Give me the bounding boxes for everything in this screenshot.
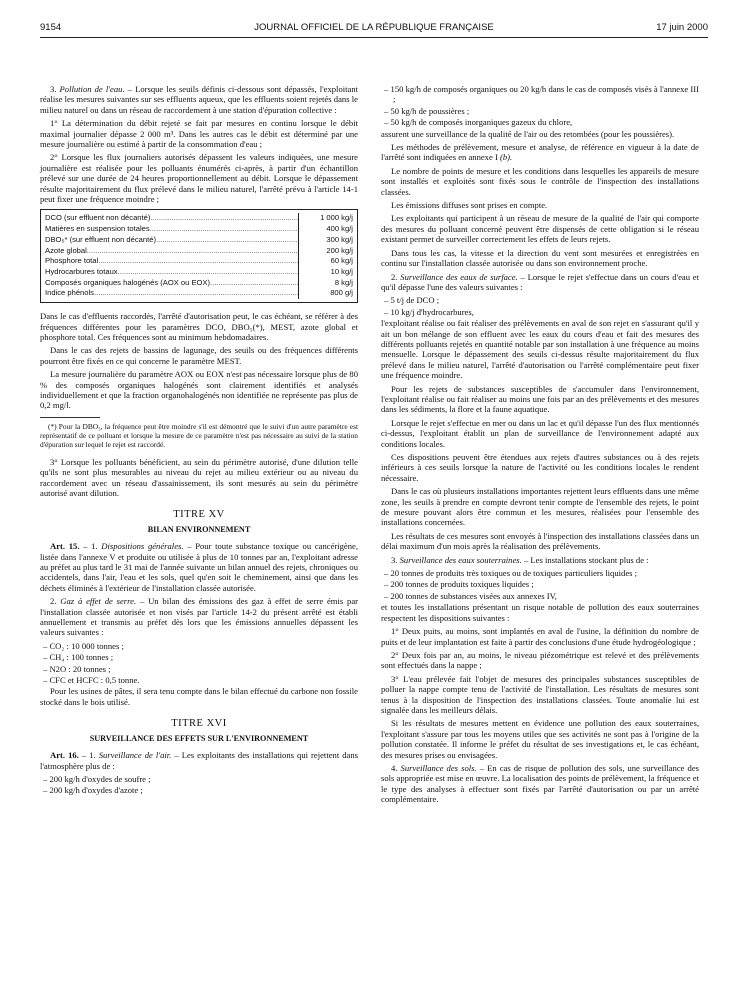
paragraph: Ces dispositions peuvent être étendues aux rejets d'autres substances ou à des rejets inférieurs à ces seuils lorsque la nature de l'activité ou les conditions locales le rendent nécessaire. [381, 452, 699, 483]
table-row: Indice phénols ..... 800 g/j [45, 288, 353, 299]
titre-subheading: SURVEILLANCE DES EFFETS SUR L'ENVIRONNEMENT [89, 733, 309, 743]
section-surface-water: 2. Surveillance des eaux de surface. – Lorsque le rejet s'effectue dans un cours d'eau et qu'il dépasse l'une des valeurs suivantes : [381, 271, 700, 292]
issue-date: 17 juin 2000 [656, 22, 708, 33]
thresholds-table [40, 209, 358, 303]
paragraph: Dans le cas où plusieurs installations importantes rejettent leurs effluents dans une même zone, les seuils à prendre en compte devront tenir compte de l'ensemble des rejets, le point de mesure pouvant alors être commun et les mesures, réalisées pour l'ensemble des installations concernées. [381, 486, 699, 528]
section-soil: 4. Surveillance des sols. – En cas de risque de pollution des sols, une surveillance des sols appropriée est mise en œuvre. La localisation des points de prélèvement, la fréquence et le type des analyses à effectuer sont fixés par l'arrêté d'autorisation ou par un arrêté complémentaire. [381, 762, 700, 805]
paragraph: Si les résultats de mesures mettent en évidence une pollution des eaux souterraines, l'exploitant s'assure par tous les moyens utiles que ses activités ne sont pas à l'origine de la pollution constatée. Il informe le préfet du résultat de ses investigations et, le cas échéant, des mesures prises ou envisagées. [381, 718, 699, 760]
journal-title: JOURNAL OFFICIEL DE LA RÉPUBLIQUE FRANÇAISE [254, 22, 494, 33]
list-item: – N2O : 20 tonnes ; [40, 664, 358, 674]
titre-heading: TITRE XVI [171, 718, 227, 730]
paragraph: 1° La détermination du débit rejeté se fait par mesures en continu lorsque le débit maximal journalier dépasse 2 000 m³. Dans les autres cas le débit est déterminé par une mesure journalière ou estimé à partir de la consommation d'eau ; [40, 118, 358, 150]
list-item: – 10 kg/j d'hydrocarbures, [381, 307, 699, 317]
paragraph: Les méthodes de prélèvement, mesure et analyse, de référence en vigueur à la date de l'arrêté sont indiquées en annexe I (b). [381, 142, 699, 163]
list-item: – 5 t/j de DCO ; [381, 295, 699, 305]
paragraph: Lorsque le rejet s'effectue en mer ou dans un lac et qu'il dépasse l'un des flux mentionnés ci-dessus, l'exploitant établit un plan de surveillance de l'environnement adapté aux conditions locales. [381, 417, 699, 449]
article-15-2: 2. Gaz à effet de serre. – Un bilan des émissions des gaz à effet de serre émis par l'installation classée autorisée et non visés par l'article 14-2 du présent arrêté est établi annuellement et transmis au préfet dès lors que les émissions annuelles dépassent les valeurs suivantes : [40, 596, 358, 638]
article-15: Art. 15. – 1. Dispositions générales. – Pour toute substance toxique ou cancérigène, listée dans l'annexe V et produite ou utilisée à plus de 10 tonnes par an, l'exploitant adresse au préfet au plus tard le 31 mai de l'année suivante un bilan annuel des rejets, chroniques ou accidentels, dans l'air, l'eau et les sols, quel qu'en soit le cheminement, ainsi que dans les déchets éliminés à l'extérieur de l'installation classée autorisée. [40, 541, 359, 593]
list-item: – CFC et HCFC : 0,5 tonne. [40, 675, 358, 685]
list-item: – 20 tonnes de produits très toxiques ou de toxiques particuliers liquides ; [381, 568, 699, 578]
list-item: – CH₄ : 100 tonnes ; [40, 652, 358, 662]
list-item: – 200 tonnes de substances visées aux annexes IV, [381, 591, 699, 601]
page-header [40, 22, 708, 38]
paragraph: Pour les usines de pâtes, il sera tenu compte dans le bilan effectué du carbone non fossile stocké dans le bois utilisé. [40, 686, 358, 707]
paragraph: Dans le cas des rejets de bassins de lagunage, des seuils ou des fréquences différents pourront être fixés en ce qui concerne le paramètre MEST. [40, 345, 358, 366]
page-number: 9154 [40, 22, 62, 33]
table-row: Azote global ..... 200 kg/j [45, 246, 353, 257]
article-16: Art. 16. – 1. Surveillance de l'air. – Les exploitants des installations qui rejettent dans l'atmosphère plus de : [40, 750, 359, 771]
paragraph: Dans tous les cas, la vitesse et la direction du vent sont mesurées et enregistrées en continu sur l'installation classée autorisée ou dans son environnement proche. [381, 247, 699, 269]
paragraph: 2° Deux fois par an, au moins, le niveau piézométrique est relevé et des prélèvements sont effectués dans la nappe ; [381, 649, 699, 671]
paragraph: Le nombre de points de mesure et les conditions dans lesquelles les appareils de mesure sont installés et exploités sont fixés sous le contrôle de l'inspection des installations classées. [381, 165, 699, 197]
list-item: – 200 tonnes de produits toxiques liquides ; [381, 579, 699, 589]
paragraph: Les exploitants qui participent à un réseau de mesure de la qualité de l'air qui comporte des mesures du polluant concerné peuvent être dispensés de cette obligation si le réseau existant permet de surveiller correctement les effets de leurs rejets. [381, 213, 699, 245]
section-groundwater: 3. Surveillance des eaux souterraines. – Les installations stockant plus de : [391, 554, 649, 565]
footnote-rule [40, 417, 100, 418]
left-column [40, 84, 358, 797]
right-column [381, 84, 699, 808]
table-row: Composés organiques halogénés (AOX ou EOX) ..... 8 kg/j [45, 278, 353, 289]
paragraph: Dans le cas d'effluents raccordés, l'arrêté d'autorisation peut, le cas échéant, se référer à des fréquences différentes pour les paramètres DCO, DBO₅(*), MEST, azote global et phosphore total. Ces fréquences sont au minimum hebdomadaires. [40, 311, 358, 342]
paragraph: Les résultats de ces mesures sont envoyés à l'inspection des installations classées dans un délai maximum d'un mois après la réalisation des prélèvements. [381, 530, 699, 552]
paragraph: assurent une surveillance de la qualité de l'air ou des retombées (pour les poussières). [381, 128, 675, 139]
paragraph: 2° Lorsque les flux journaliers autorisés dépassent les valeurs indiquées, une mesure journalière est réalisée pour les polluants énumérés ci-après, à partir d'un échantillon prélevé sur une durée de 24 heures proportionnellement au débit. Lorsque le dépassement résulte majoritairement du flux prélevé dans le milieu naturel, l'arrêté prévu à l'article 14-1 peut fixer une fréquence moindre ; [40, 152, 358, 205]
paragraph: Les émissions diffuses sont prises en compte. [391, 200, 548, 211]
titre-heading: TITRE XV [173, 509, 225, 521]
paragraph: l'exploitant réalise ou fait réaliser des prélèvements en aval de son rejet en s'assurant qu'il y ait un bon mélange de son effluent avec les eaux du cours d'eau et fait des mesures des différents polluants rejetés en quantité notable par son installation à une fréquence au moins mensuelle. Lorsque le dépassement des seuils ci-dessus résulte majoritairement du flux prélevé dans le milieu naturel, l'arrêté d'autorisation ou l'arrêté complémentaire peut fixer une fréquence moindre. [381, 318, 699, 381]
paragraph: et toutes les installations présentant un risque notable de pollution des eaux souterraines respectent les dispositions suivantes : [381, 602, 699, 623]
list-item: – 200 kg/h d'oxydes d'azote ; [40, 785, 358, 795]
table-row: Matières en suspension totales ..... 400 kg/j [45, 224, 353, 235]
titre-subheading: BILAN ENVIRONNEMENT [147, 524, 251, 534]
paragraph-pollution-eau: 3. Pollution de l'eau. – Lorsque les seuils définis ci-dessous sont dépassés, l'exploitant réalise les mesures suivantes sur ses effluents aqueux, que les effluents soient rejetés dans le milieu naturel ou dans un réseau de raccordement à une station d'épuration collective : [40, 84, 359, 115]
paragraph: Pour les rejets de substances susceptibles de s'accumuler dans l'environnement, l'exploitant réalise ou fait réaliser au moins une fois par an des prélèvements et des mesures dans les sédiments, la flore et la faune aquatique. [381, 383, 699, 415]
list-item: – CO₂ : 10 000 tonnes ; [40, 641, 358, 651]
paragraph: 3° Lorsque les polluants bénéficient, au sein du périmètre autorisé, d'une dilution telle qu'ils ne sont plus mesurables au niveau du rejet au milieu extérieur ou au niveau du raccordement avec un réseau d'assainissement, ils sont mesurés au sein du périmètre autorisé avant dilution. [40, 456, 358, 498]
table-row: Phosphore total ..... 60 kg/j [45, 256, 353, 267]
list-item: – 200 kg/h d'oxydes de soufre ; [40, 774, 358, 784]
footnote: (*) Pour la DBO₅, la fréquence peut être moindre s'il est démontré que le suivi d'un autre paramètre est représentatif de ce polluant et lorsque la mesure de ce paramètre n'est pas nécessaire au suivi de la station d'épuration sur lequel le rejet est raccordé. [40, 421, 358, 449]
header-rule [40, 37, 708, 38]
table-row: DCO (sur effluent non décanté) ..... 1 000 kg/j [45, 213, 353, 224]
list-item: – 50 kg/h de poussières ; [381, 106, 699, 116]
paragraph: 1° Deux puits, au moins, sont implantés en aval de l'usine, la définition du nombre de puits et de leur implantation est faite à partir des conclusions d'une étude hydrogéologique ; [381, 626, 699, 647]
paragraph: La mesure journalière du paramètre AOX ou EOX n'est pas nécessaire lorsque plus de 80 % des composés organiques halogénés sont clairement identifiés et analysés individuellement et que la fraction organohalogénés non identifiée ne représente pas plus de 0,2 mg/l. [40, 369, 358, 411]
list-item: – 150 kg/h de composés organiques ou 20 kg/h dans le cas de composés visés à l'annexe III ; [381, 84, 699, 105]
list-item: – 50 kg/h de composés inorganiques gazeux du chlore, [381, 117, 699, 127]
paragraph: 3° L'eau prélevée fait l'objet de mesures des principales substances susceptibles de polluer la nappe compte tenu de l'activité de l'installation. Les résultats de mesures sont tenus à la disposition de l'inspection des installations classées. Toute anomalie lui est signalée dans les meilleurs délais. [381, 673, 699, 715]
table-row: DBO₅* (sur effluent non décanté) ..... 300 kg/j [45, 235, 353, 246]
table-row: Hydrocarbures totaux ..... 10 kg/j [45, 267, 353, 278]
